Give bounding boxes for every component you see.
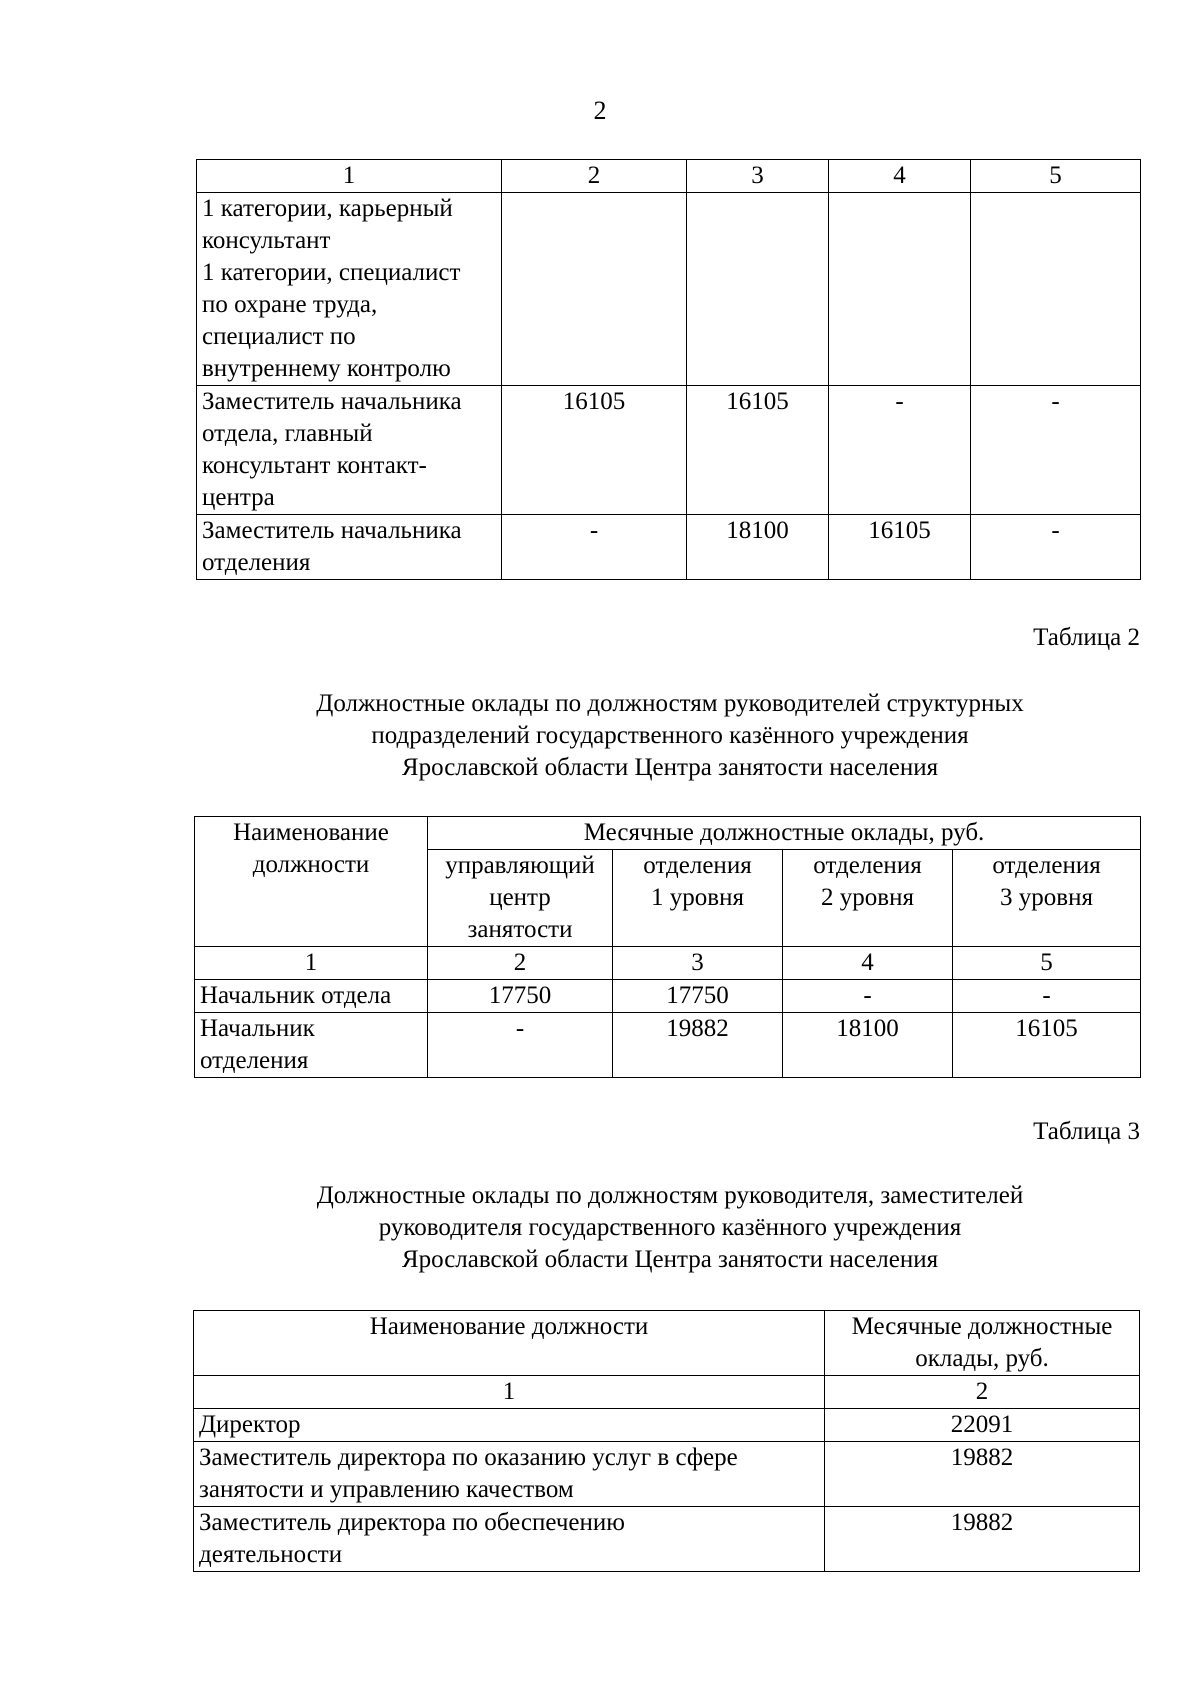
title-line: руководителя государственного казённого учреждения [378, 1214, 962, 1241]
table-row [195, 980, 1141, 1013]
position-name-line: отделения [202, 549, 311, 576]
salary-cell: 19882 [613, 1013, 783, 1078]
col-number: 3 [687, 160, 829, 193]
title-line: Должностные оклады по должностям руководителя, заместителей [316, 1182, 1024, 1209]
table-1-continuation [196, 159, 1141, 580]
table-row [194, 1409, 1140, 1442]
col-number: 3 [613, 947, 783, 980]
position-name-line: Начальник [200, 1015, 315, 1042]
table-row [195, 1013, 1141, 1078]
position-name-line: по охране труда, [202, 291, 378, 318]
col-number: 2 [825, 1376, 1140, 1409]
title-line: Ярославской области Центра занятости населения [401, 1246, 939, 1273]
subheader-line: управляющий [445, 852, 595, 879]
position-name-line: отдела, главный [202, 420, 373, 447]
table-2 [194, 816, 1141, 1078]
salary-cell: 22091 [825, 1409, 1140, 1442]
salary-cell: 16105 [502, 386, 687, 515]
col-number: 2 [428, 947, 613, 980]
title-line: подразделений государственного казённого учреждения [371, 722, 969, 749]
subheader-line: отделения [643, 852, 752, 879]
position-name-line: 1 категории, карьерный [202, 195, 453, 222]
table-2-caption: Таблица 2 [1033, 624, 1140, 651]
salary-cell: - [971, 515, 1141, 580]
table-3-title [0, 1180, 1200, 1276]
col-number: 5 [953, 947, 1141, 980]
subheader-line: центр [489, 884, 551, 911]
subheader-cell [953, 850, 1141, 947]
salary-header-cell [825, 1311, 1140, 1376]
col-number: 4 [783, 947, 953, 980]
position-name-cell [194, 1409, 825, 1442]
title-line: Должностные оклады по должностям руководителей структурных [316, 690, 1024, 717]
table-row [197, 193, 1141, 386]
salary-cell: - [428, 1013, 613, 1078]
col-number: 1 [194, 1376, 825, 1409]
salary-cell [971, 193, 1141, 386]
header-line: Наименование [233, 819, 389, 846]
table-row [194, 1507, 1140, 1572]
position-name-line: специалист по [202, 323, 356, 350]
position-name-cell [197, 386, 502, 515]
position-name-line: Заместитель директора по оказанию услуг в сфере [199, 1444, 738, 1471]
position-header-cell: Наименование должности [194, 1311, 825, 1376]
salary-cell: - [829, 386, 971, 515]
salary-cell: 17750 [613, 980, 783, 1013]
salary-cell: - [783, 980, 953, 1013]
position-name-line: консультант [202, 227, 331, 254]
position-name-line: Заместитель директора по обеспечению [199, 1509, 625, 1536]
position-name-line: занятости и управлению качеством [199, 1476, 574, 1503]
table-row [197, 515, 1141, 580]
table-3-caption: Таблица 3 [1033, 1118, 1140, 1145]
position-name-line: внутреннему контролю [202, 355, 451, 382]
salary-cell [502, 193, 687, 386]
position-name-cell [197, 193, 502, 386]
table-2-number-row [195, 947, 1141, 980]
position-name-line: 1 категории, специалист [202, 259, 461, 286]
salary-cell: 18100 [783, 1013, 953, 1078]
col-number: 4 [829, 160, 971, 193]
subheader-line: занятости [467, 916, 573, 943]
table-2-title [0, 688, 1200, 784]
subheader-line: 2 уровня [821, 884, 914, 911]
position-name-line: Директор [199, 1411, 301, 1438]
table-1-number-row [197, 160, 1141, 193]
col-number: 5 [971, 160, 1141, 193]
salary-cell: 16105 [687, 386, 829, 515]
salary-cell: 16105 [953, 1013, 1141, 1078]
subheader-line: отделения [992, 852, 1101, 879]
header-line: должности [252, 851, 370, 878]
header-line: оклады, руб. [915, 1345, 1049, 1372]
salary-cell: - [502, 515, 687, 580]
salary-cell [829, 193, 971, 386]
salary-cell: 17750 [428, 980, 613, 1013]
table-2-header-row [195, 817, 1141, 850]
salary-cell: 19882 [825, 1442, 1140, 1507]
subheader-cell [428, 850, 613, 947]
position-name-line: Заместитель начальника [202, 388, 462, 415]
table-3 [193, 1310, 1140, 1572]
subheader-line: отделения [813, 852, 922, 879]
table-3-number-row [194, 1376, 1140, 1409]
subheader-cell [783, 850, 953, 947]
position-name-line: деятельности [199, 1541, 343, 1568]
col-number: 2 [502, 160, 687, 193]
table-row [194, 1442, 1140, 1507]
header-line: Месячные должностные [851, 1313, 1113, 1340]
subheader-cell [613, 850, 783, 947]
salary-cell: 16105 [829, 515, 971, 580]
salary-cell: 18100 [687, 515, 829, 580]
position-name-cell [194, 1507, 825, 1572]
salary-group-header: Месячные должностные оклады, руб. [428, 817, 1141, 850]
position-name-line: центра [202, 484, 275, 511]
position-name-line: Начальник отдела [200, 982, 392, 1009]
position-name-line: консультант контакт- [202, 452, 427, 479]
table-row [197, 386, 1141, 515]
title-line: Ярославской области Центра занятости населения [401, 754, 939, 781]
position-header-cell [195, 817, 428, 947]
position-name-line: Заместитель начальника [202, 517, 462, 544]
col-number: 1 [197, 160, 502, 193]
position-name-cell [197, 515, 502, 580]
salary-cell: 19882 [825, 1507, 1140, 1572]
salary-cell: - [971, 386, 1141, 515]
position-name-line: отделения [200, 1047, 309, 1074]
table-3-header-row [194, 1311, 1140, 1376]
salary-cell [687, 193, 829, 386]
subheader-line: 1 уровня [651, 884, 744, 911]
salary-cell: - [953, 980, 1141, 1013]
position-name-cell [195, 1013, 428, 1078]
position-name-cell [194, 1442, 825, 1507]
page-number: 2 [593, 96, 607, 125]
position-name-cell [195, 980, 428, 1013]
col-number: 1 [195, 947, 428, 980]
subheader-line: 3 уровня [1000, 884, 1093, 911]
